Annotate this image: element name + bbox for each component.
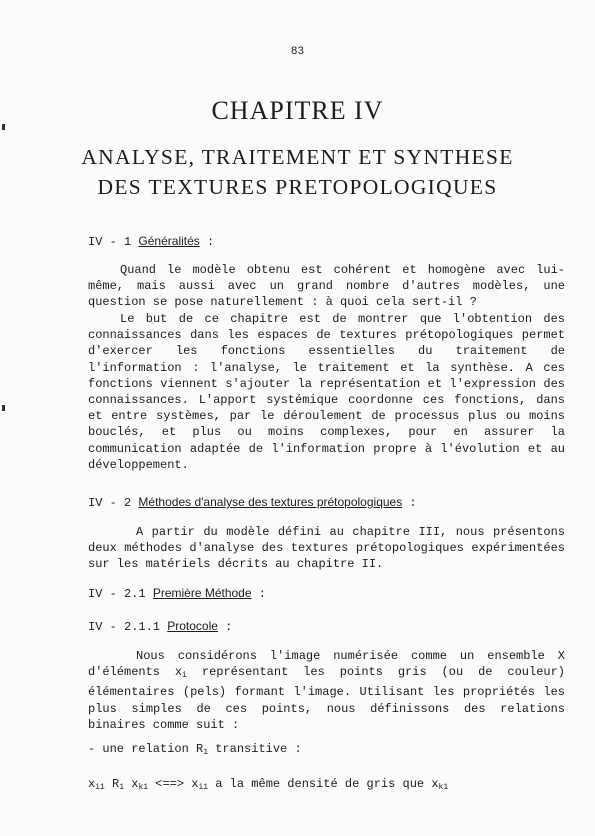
subscript: i1 <box>95 783 105 792</box>
section-label: Protocole <box>167 619 218 633</box>
formula-text: x <box>88 777 96 791</box>
paragraph-methods <box>88 524 565 573</box>
relation-text: - une relation R <box>88 742 204 756</box>
paragraph-text: A partir du modèle défini au chapitre III, nous présentons deux méthodes d'analyse des textures prétopologiques expérimentées sur les matériels décrits au chapitre II. <box>88 525 565 572</box>
formula-text: <==> x <box>148 777 199 791</box>
section-heading-methodes <box>88 495 417 510</box>
chapter-heading: CHAPITRE IV <box>211 96 384 125</box>
section-number: IV - 1 <box>88 235 139 249</box>
section-heading-protocole <box>88 619 232 634</box>
paragraph-protocol <box>88 648 565 733</box>
subscript: i <box>182 671 187 681</box>
section-colon: : <box>199 235 215 249</box>
formula-line <box>88 777 448 792</box>
paragraph-text: représentant les points gris (ou de couleur) élémentaires (pels) formant l'image. Utilisant les propriétés les plus simples de ces points, nous définissons des relations binaires comme suit : <box>88 665 565 732</box>
section-number: IV - 2 <box>88 496 139 510</box>
relation-line <box>88 742 302 757</box>
section-label: Première Méthode <box>152 586 252 600</box>
subscript: k1 <box>138 783 149 792</box>
section-heading-premiere-methode <box>88 586 266 601</box>
margin-mark <box>2 405 5 411</box>
formula-text: x <box>124 777 139 791</box>
paragraph-text: Quand le modèle obtenu est cohérent et homogène avec lui-même, mais aussi avec un grand nombre d'autres modèles, une question se pose naturellement : à quoi cela sert-il ? <box>88 263 565 310</box>
paragraph-text: Le but de ce chapitre est de montrer que l'obtention des connaissances dans les espaces de textures prétopologiques permet d'exercer les fonctions essentielles du traitement de l'information : l'analyse, le traitement et la synthèse. A ces fonctions viennent s'ajouter la représentation et l'expression des connaissances. L'apport systémique coordonne ces fonctions, dans et entre systèmes, par le déroulement de processus plus ou moins bouclés, et plus ou moins complexes, pour en assurer la communication adaptée de l'information propre à l'évolution et au développement. <box>88 312 565 472</box>
formula-text: a la même densité de gris que x <box>208 777 439 791</box>
relation-text: transitive : <box>208 742 302 756</box>
subscript: k1 <box>438 783 449 792</box>
section-heading-generalites <box>88 234 214 249</box>
formula-text: R <box>104 777 120 791</box>
chapter-title-line-1: ANALYSE, TRAITEMENT ET SYNTHESE <box>81 145 514 169</box>
paragraph-text: Nous considérons l'image numérisée comme un ensemble X d'éléments x <box>88 649 565 680</box>
paragraph-goal <box>88 311 565 473</box>
subscript: i1 <box>198 783 209 792</box>
page-number: 83 <box>290 46 305 58</box>
section-colon: : <box>217 620 233 634</box>
section-colon: : <box>251 587 266 601</box>
paragraph-intro <box>88 262 565 311</box>
section-number: IV - 2.1.1 <box>88 620 168 634</box>
section-colon: : <box>402 496 417 510</box>
section-label: Généralités <box>138 234 200 248</box>
section-number: IV - 2.1 <box>88 587 153 601</box>
section-label: Méthodes d'analyse des textures prétopologiques <box>138 495 403 509</box>
subscript: 1 <box>203 748 209 757</box>
subscript: 1 <box>119 783 125 792</box>
chapter-title-line-2: DES TEXTURES PRETOPOLOGIQUES <box>97 175 498 199</box>
